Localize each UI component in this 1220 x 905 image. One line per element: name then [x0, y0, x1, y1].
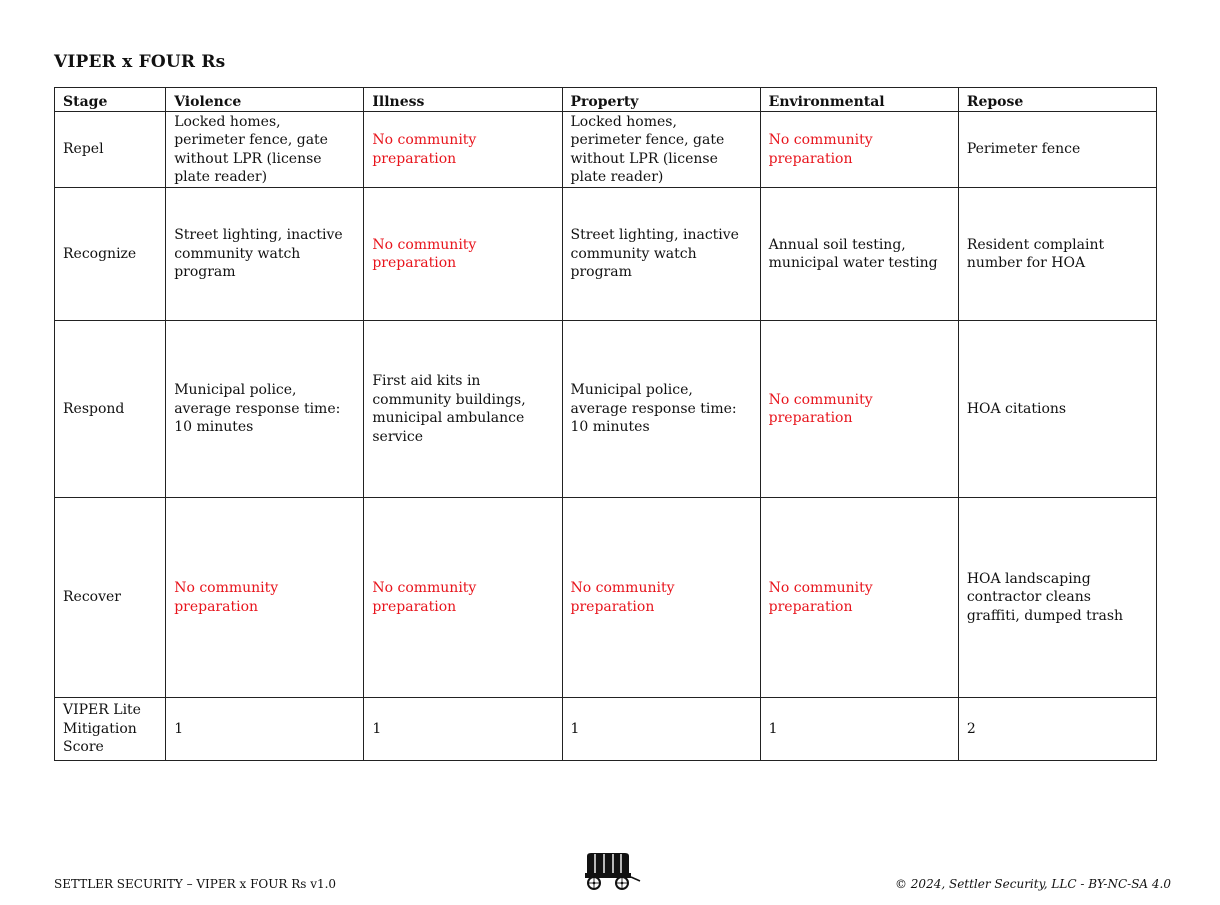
table-row-repel — [55, 112, 1157, 188]
table-cell: Locked homes, perimeter fence, gate without LPR (license plate reader) — [562, 112, 760, 188]
covered-wagon-icon — [583, 852, 641, 890]
table-row-respond — [55, 321, 1157, 498]
table-cell: No community preparation — [364, 188, 562, 321]
page-title: VIPER x FOUR Rs — [54, 52, 226, 72]
stage-cell: Recognize — [55, 188, 166, 321]
table-cell: Annual soil testing, municipal water testing — [760, 188, 958, 321]
footer-document-label: SETTLER SECURITY – VIPER x FOUR Rs v1.0 — [54, 877, 337, 891]
table-cell: No community preparation — [562, 498, 760, 698]
header-stage: Stage — [55, 88, 166, 112]
table-cell: Locked homes, perimeter fence, gate without LPR (license plate reader) — [166, 112, 364, 188]
score-cell: 2 — [958, 698, 1156, 761]
header-environmental: Environmental — [760, 88, 958, 112]
table-cell: First aid kits in community buildings, municipal ambulance service — [364, 321, 562, 498]
table-cell: Resident complaint number for HOA — [958, 188, 1156, 321]
score-cell: 1 — [166, 698, 364, 761]
table-cell: HOA landscaping contractor cleans graffiti, dumped trash — [958, 498, 1156, 698]
table-cell: No community preparation — [760, 321, 958, 498]
table-header-row — [55, 88, 1157, 112]
table-cell: No community preparation — [760, 498, 958, 698]
table-cell: Perimeter fence — [958, 112, 1156, 188]
viper-four-rs-table — [54, 87, 1157, 761]
header-illness: Illness — [364, 88, 562, 112]
table-cell: Street lighting, inactive community watch program — [562, 188, 760, 321]
table-row-score — [55, 698, 1157, 761]
score-cell: 1 — [364, 698, 562, 761]
score-cell: 1 — [760, 698, 958, 761]
table-cell: Municipal police, average response time: 10 minutes — [562, 321, 760, 498]
score-cell: 1 — [562, 698, 760, 761]
table-cell: No community preparation — [166, 498, 364, 698]
table-cell: No community preparation — [364, 112, 562, 188]
table-cell: Street lighting, inactive community watch program — [166, 188, 364, 321]
stage-cell: Respond — [55, 321, 166, 498]
table-cell: No community preparation — [760, 112, 958, 188]
footer-copyright: © 2024, Settler Security, LLC - BY-NC-SA 4.0 — [894, 877, 1171, 891]
header-repose: Repose — [958, 88, 1156, 112]
table-cell: Municipal police, average response time: 10 minutes — [166, 321, 364, 498]
stage-cell: Recover — [55, 498, 166, 698]
table-cell: No community preparation — [364, 498, 562, 698]
header-violence: Violence — [166, 88, 364, 112]
table-row-recognize — [55, 188, 1157, 321]
table-row-recover — [55, 498, 1157, 698]
header-property: Property — [562, 88, 760, 112]
stage-cell: Repel — [55, 112, 166, 188]
stage-cell: VIPER Lite Mitigation Score — [55, 698, 166, 761]
table-cell: HOA citations — [958, 321, 1156, 498]
